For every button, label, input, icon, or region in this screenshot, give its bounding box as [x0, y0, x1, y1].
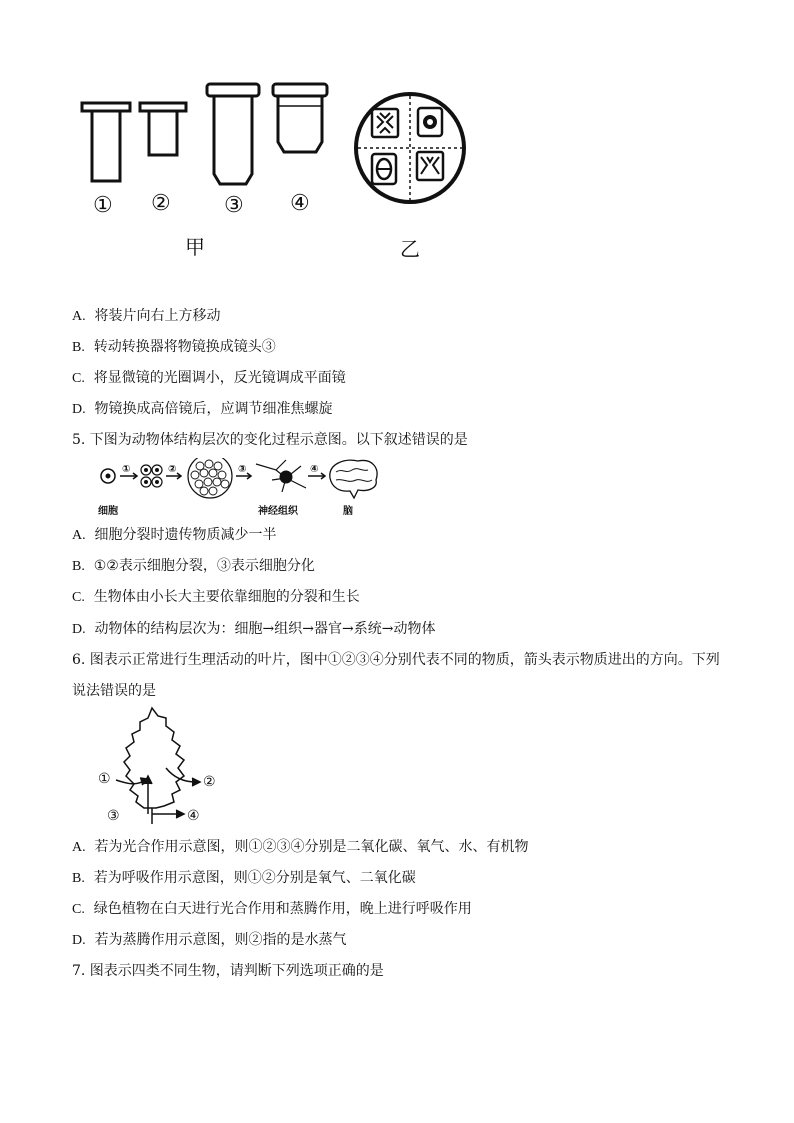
leaf-label-1: ①	[98, 771, 111, 787]
q5-option-a: A. 细胞分裂时遗传物质减少一半	[72, 527, 277, 543]
q4-option-a: A. 将装片向右上方移动	[72, 308, 221, 324]
leaf-label-4: ④	[187, 808, 200, 824]
lens-3	[207, 84, 259, 96]
figure-caption-jia: 甲	[185, 235, 205, 259]
brain-label: 脑	[343, 506, 353, 517]
lens-label-4: ④	[290, 191, 310, 216]
leaf-label-3: ③	[107, 808, 120, 824]
lens-label-3: ③	[224, 193, 244, 218]
tissue-label: 神经组织	[258, 506, 298, 517]
step-label-1: ①	[122, 464, 131, 475]
figure-caption-yi: 乙	[400, 237, 420, 261]
lens-label-2: ②	[151, 191, 171, 216]
q6-stem-line1: 6. 图表示正常进行生理活动的叶片，图中①②③④分别代表不同的物质，箭头表示物质进出的方向。下列	[72, 652, 720, 668]
q6-option-b: B. 若为呼吸作用示意图，则①②分别是氧气、二氧化碳	[72, 870, 416, 886]
q6-option-c: C. 绿色植物在白天进行光合作用和蒸腾作用，晚上进行呼吸作用	[72, 901, 472, 917]
field-of-view-figure	[350, 88, 470, 208]
step-label-2: ②	[168, 464, 177, 475]
q5-stem: 5. 下图为动物体结构层次的变化过程示意图。以下叙述错误的是	[72, 432, 468, 448]
leaf-label-2: ②	[203, 774, 216, 790]
q6-option-d: D. 若为蒸腾作用示意图，则②指的是水蒸气	[72, 932, 347, 948]
q4-option-b: B. 转动转换器将物镜换成镜头③	[72, 339, 276, 355]
q4-option-c: C. 将显微镜的光圈调小，反光镜调成平面镜	[72, 370, 346, 386]
lens-4	[273, 84, 327, 96]
q4-option-d: D. 物镜换成高倍镜后，应调节细准焦螺旋	[72, 401, 333, 417]
q7-stem: 7. 图表示四类不同生物，请判断下列选项正确的是	[72, 963, 384, 979]
q6-option-a: A. 若为光合作用示意图，则①②③④分别是二氧化碳、氧气、水、有机物	[72, 839, 529, 855]
q5-option-d: D. 动物体的结构层次为：细胞→组织→器官→系统→动物体	[72, 621, 436, 637]
cell-label: 细胞	[98, 506, 118, 517]
step-label-4: ④	[310, 464, 319, 475]
step-label-3: ③	[238, 464, 247, 475]
lens-label-1: ①	[93, 193, 113, 218]
q5-option-b: B. ①②表示细胞分裂，③表示细胞分化	[72, 558, 315, 574]
q6-stem-line2: 说法错误的是	[72, 683, 156, 699]
q5-option-c: C. 生物体由小长大主要依靠细胞的分裂和生长	[72, 589, 360, 605]
lens-figure	[76, 76, 346, 196]
